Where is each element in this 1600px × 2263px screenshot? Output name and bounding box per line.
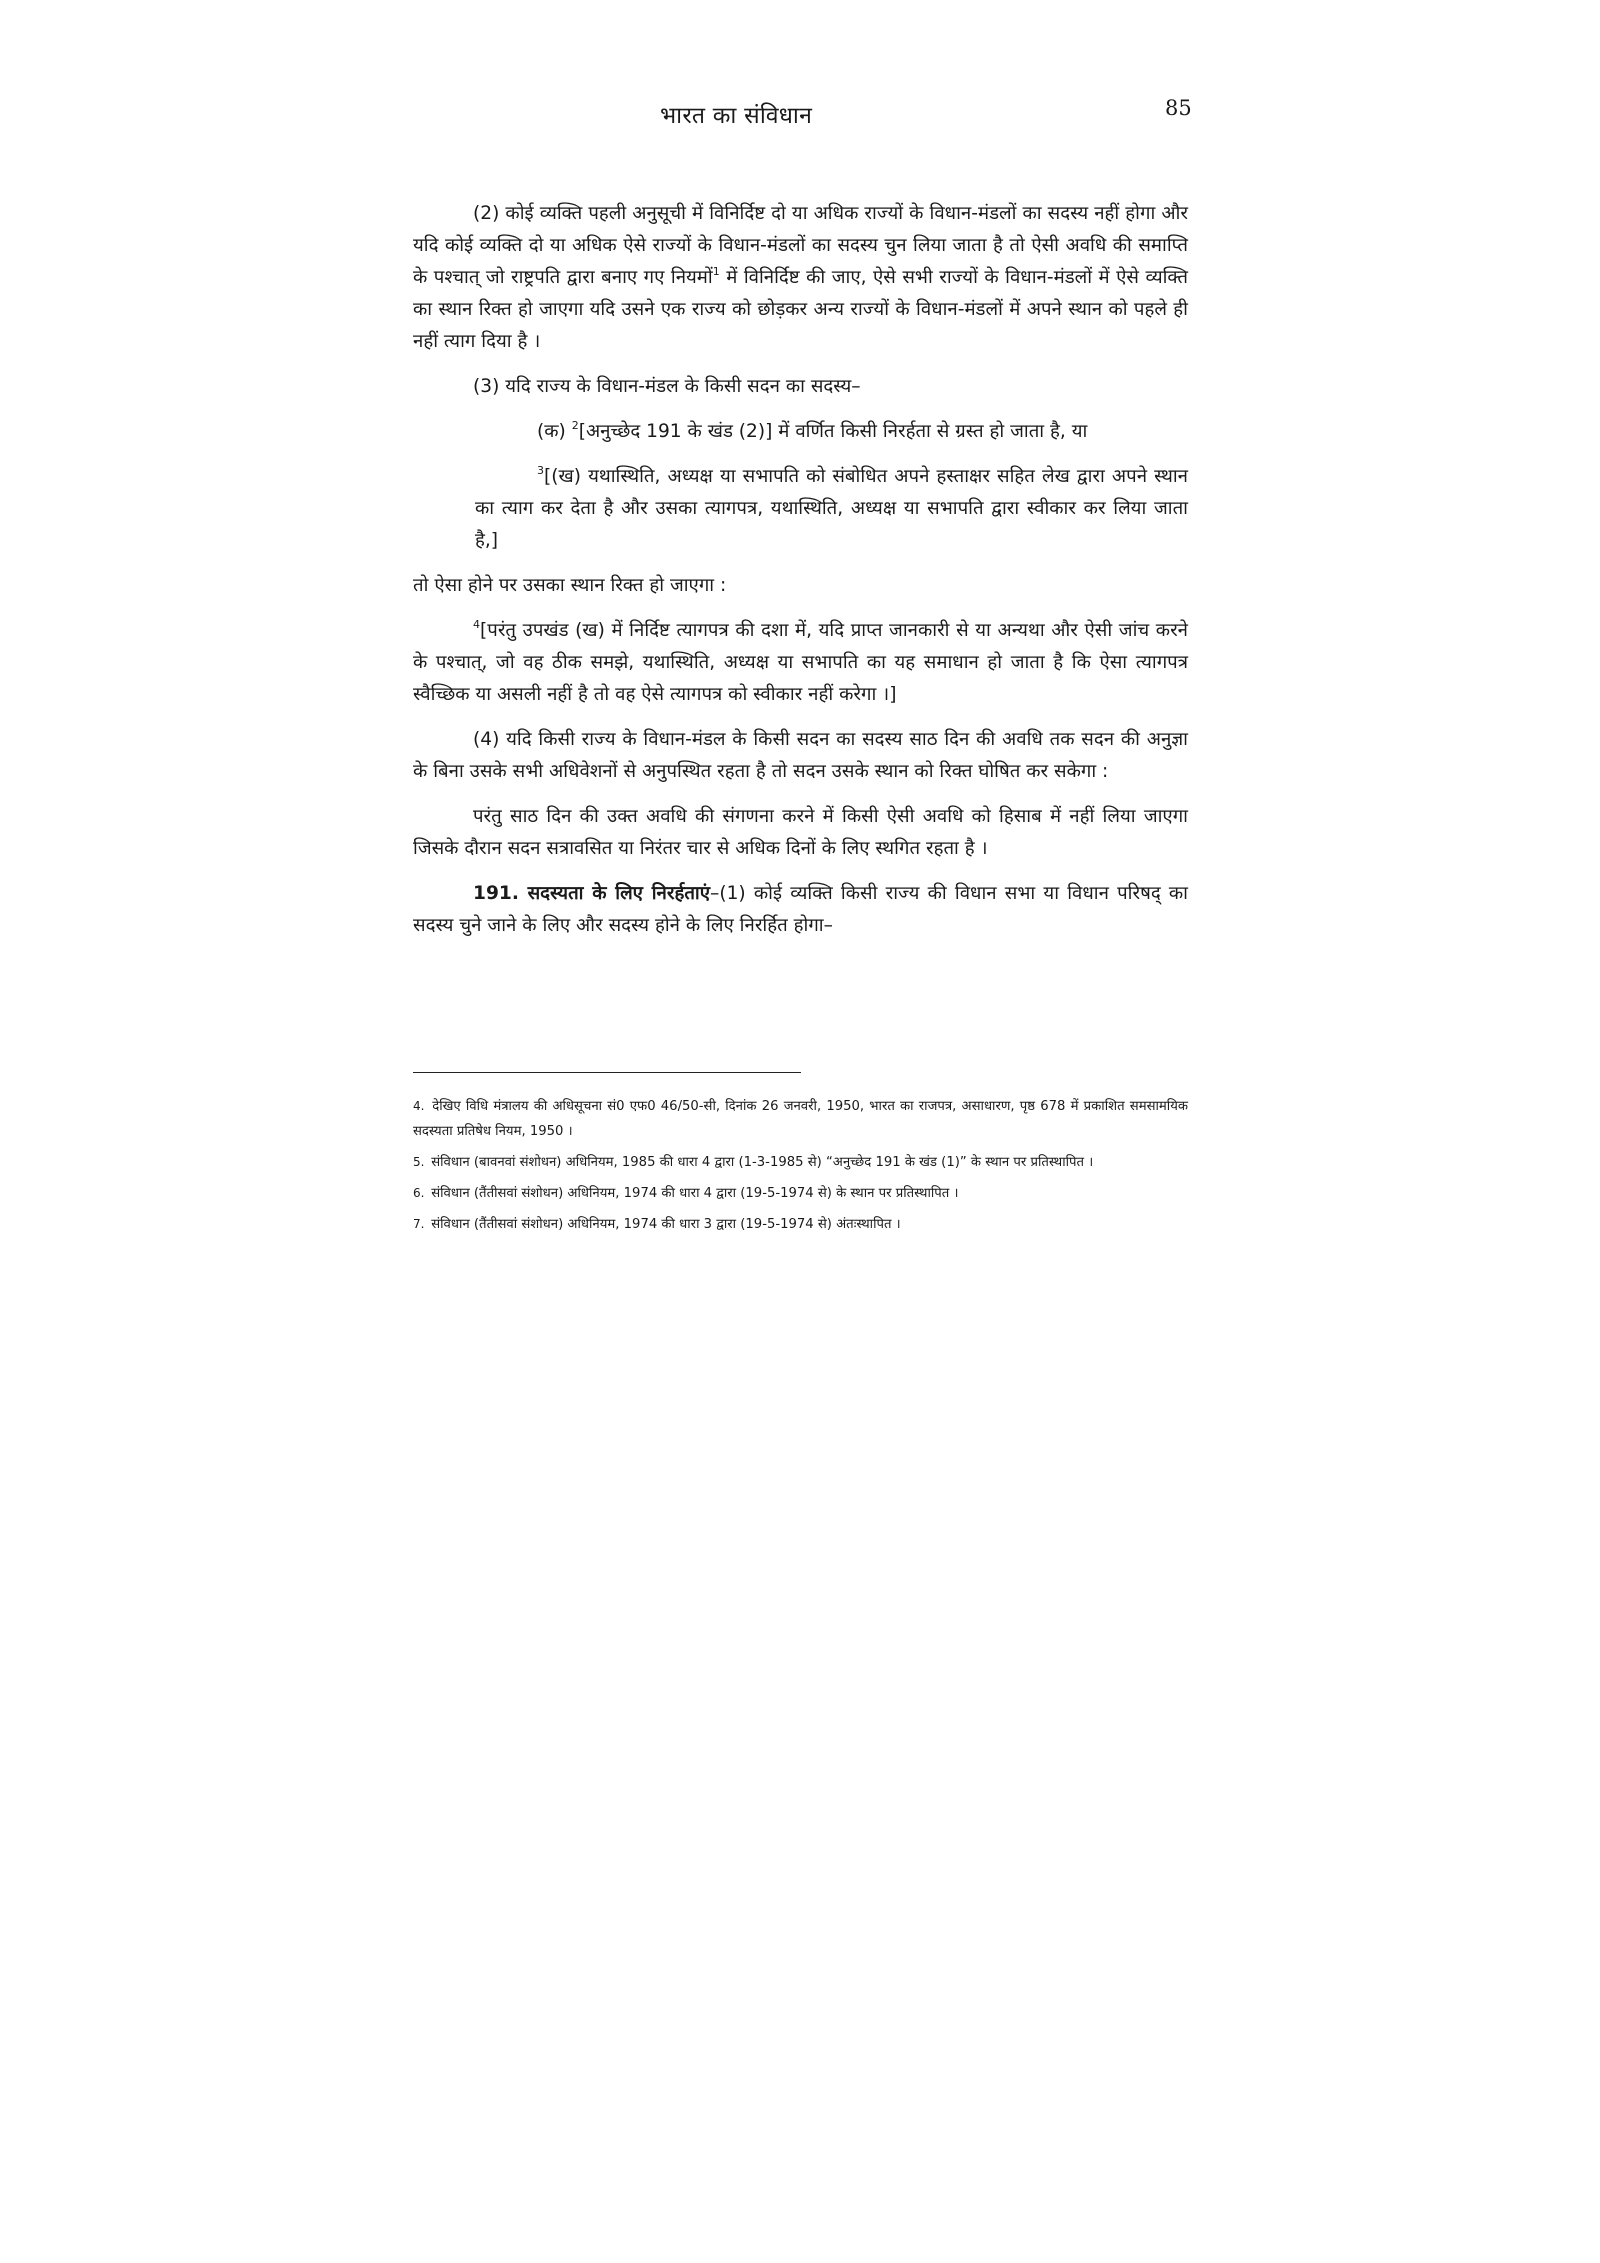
footnotes [413,1094,1188,1243]
proviso [413,615,1188,711]
footnote-divider [413,1072,801,1073]
clause-3-continuation: तो ऐसा होने पर उसका स्थान रिक्त हो जाएगा : [413,575,727,596]
clause-2-text: (2) कोई व्यक्ति पहली अनुसूची में विनिर्दिष्ट दो या अधिक राज्यों के विधान-मंडलों का सदस्य नहीं होगा और यदि कोई व्यक्ति दो या अधिक ऐसे राज्यों के विधान-मंडलों का सदस्य चुन लिया जाता है तो ऐसी अवधि की समाप्ति के पश्चात् जो राष्ट्रपति द्वारा बनाए गए नियमों [413,203,1189,288]
sub-clause-a [413,416,1188,448]
article-191-text: –(1) कोई व्यक्ति किसी राज्य की विधान सभा या विधान परिषद् का सदस्य चुने जाने के लिए और सदस्य होने के लिए निरर्हित होगा– [413,883,1188,936]
page-number: 85 [1165,96,1192,120]
footnote-item [413,1181,1188,1206]
proviso-text: [परंतु उपखंड (ख) में निर्दिष्ट त्यागपत्र की दशा में, यदि प्राप्त जानकारी से या अन्यथा और ऐसी जांच करने के पश्चात्, जो वह ठीक समझे, यथास्थिति, अध्यक्ष या सभापति का यह समाधान हो जाता है कि ऐसा त्यागपत्र स्वैच्छिक या असली नहीं है तो वह ऐसे त्यागपत्र को स्वीकार नहीं करेगा ।] [413,620,1188,705]
sub-clause-b [413,461,1188,557]
footnote-number: 4. [413,1099,425,1113]
clause-3: (3) यदि राज्य के विधान-मंडल के किसी सदन का सदस्य– [473,376,861,397]
footnote-marker: 2 [571,419,579,432]
clause-2-text-end: में विनिर्दिष्ट की जाए, ऐसे सभी राज्यों के विधान-मंडलों में ऐसे व्यक्ति का स्थान रिक्त हो जाएगा यदि उसने एक राज्य को छोड़कर अन्य राज्यों के विधान-मंडलों में अपने स्थान को पहले ही नहीं त्याग दिया है । [413,267,1188,352]
clause-4: (4) यदि किसी राज्य के विधान-मंडल के किसी सदन का सदस्य साठ दिन की अवधि तक सदन की अनुज्ञा के बिना उसके सभी अधिवेशनों से अनुपस्थित रहता है तो सदन उसके स्थान को रिक्त घोषित कर सकेगा : [413,729,1188,782]
footnote-item [413,1094,1188,1144]
footnote-marker: 3 [537,464,544,477]
footnote-text: संविधान (बावनवां संशोधन) अधिनियम, 1985 की धारा 4 द्वारा (1-3-1985 से) “अनुच्छेद 191 के खंड (1)” के स्थान पर प्रतिस्थापित । [431,1155,1094,1170]
article-191 [413,878,1188,942]
footnote-number: 6. [413,1186,425,1200]
footnote-text: देखिए विधि मंत्रालय की अधिसूचना सं0 एफ0 46/50-सी, दिनांक 26 जनवरी, 1950, भारत का राजपत्र, असाधारण, पृष्ठ 678 में प्रकाशित समसामयिक सदस्यता प्रतिषेध नियम, 1950 । [413,1099,1189,1139]
sub-clause-a-label: (क) [537,421,572,442]
clause-4-proviso: परंतु साठ दिन की उक्त अवधि की संगणना करने में किसी ऐसी अवधि को हिसाब में नहीं लिया जाएगा जिसके दौरान सदन सत्रावसित या निरंतर चार से अधिक दिनों के लिए स्थगित रहता है । [413,806,1188,859]
footnote-item [413,1212,1188,1237]
footnote-text: संविधान (तैंतीसवां संशोधन) अधिनियम, 1974 की धारा 3 द्वारा (19-5-1974 से) अंतःस्थापित । [431,1217,901,1232]
page-header [0,96,1600,136]
page-title: भारत का संविधान [660,103,813,129]
sub-clause-b-text: [(ख) यथास्थिति, अध्यक्ष या सभापति को संबोधित अपने हस्ताक्षर सहित लेख द्वारा अपने स्थान का त्याग कर देता है और उसका त्यागपत्र, यथास्थिति, अध्यक्ष या सभापति द्वारा स्वीकार कर लिया जाता है,] [475,466,1188,551]
clause-2 [413,198,1188,358]
footnote-number: 5. [413,1155,425,1169]
footnote-item [413,1150,1188,1175]
footnote-number: 7. [413,1217,425,1231]
footnote-marker: 4 [473,618,480,631]
footnote-text: संविधान (तैंतीसवां संशोधन) अधिनियम, 1974 की धारा 4 द्वारा (19-5-1974 से) के स्थान पर प्रतिस्थापित । [431,1186,959,1201]
article-191-heading: 191. सदस्यता के लिए निरर्हताएं [473,883,711,904]
body-text [413,198,1188,955]
sub-clause-a-text: [अनुच्छेद 191 के खंड (2)] में वर्णित किसी निरर्हता से ग्रस्त हो जाता है, या [578,421,1088,442]
footnote-marker: 1 [712,265,720,278]
